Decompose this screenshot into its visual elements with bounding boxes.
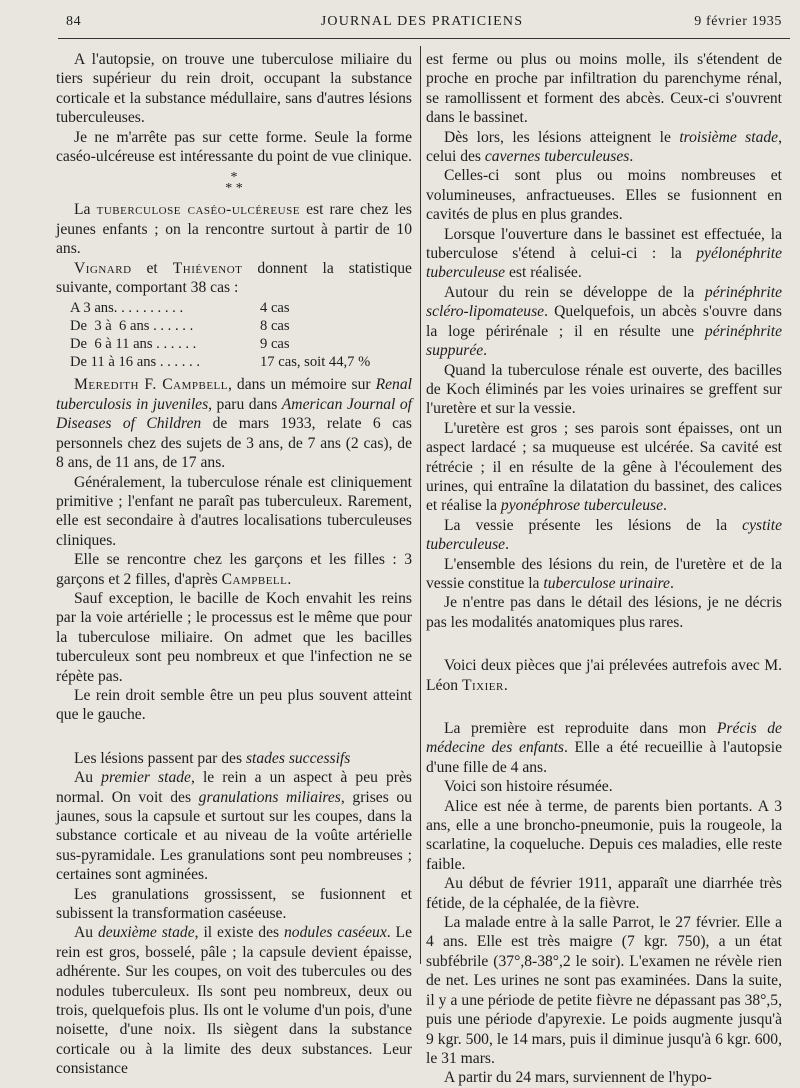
header-rule [58,38,790,39]
paragraph: Les granulations grossissent, se fusionnent et subissent la transformation caséeuse. [56,885,412,923]
paragraph: Autour du rein se développe de la périnéphrite scléro-lipomateuse. Quelquefois, un abcès s'ouvre dans la loge périrénale ; il en résulte une périnéphrite suppurée. [426,283,782,360]
paragraph: Au premier stade, le rein a un aspect à peu près normal. On voit des granulations miliaires, grises ou jaunes, sous la capsule et surtout sur les coupes, dans la substance corticale et au niveau de la voûte artérielle sus-pyramidale. Les granulations sont peu nombreuses ; certaines sont agminées. [56,769,413,884]
paragraph: est ferme ou plus ou moins molle, ils s'étendent de proche en proche par infiltration du parenchyme rénal, se ramollissent et forment des abcès. Ceux-ci s'ouvrent dans le bassinet. [426,51,782,127]
table-row: A 3 ans. . . . . . . . . . 4 cas [70,300,290,317]
section-break [56,731,412,745]
paragraph: A partir du 24 mars, surviennent de l'hypo- [444,1069,712,1087]
issue-date: 9 février 1935 [694,14,782,29]
paragraph: Alice est née à terme, de parents bien portants. A 3 ans, elle a une broncho-pneumonie, puis la rougeole, la scarlatine, la coqueluche. Depuis ces maladies, elle reste faible. [426,797,782,873]
paragraph: Les lésions passent par des stades successifs [74,749,351,767]
column-divider [420,46,421,964]
paragraph: La vessie présente les lésions de la cystite tuberculeuse. [426,516,782,554]
paragraph: Je ne m'arrête pas sur cette forme. Seule la forme caséo-ulcéreuse est intéressante du point de vue clinique. [56,128,412,166]
paragraph: Le rein droit semble être un peu plus souvent atteint que le gauche. [56,686,412,724]
section-break [426,695,782,719]
paragraph: Vignard et Thiévenot donnent la statistique suivante, comportant 38 cas : [56,259,412,297]
journal-title: JOURNAL DES PRATICIENS [320,14,524,29]
paragraph: Dès lors, les lésions atteignent le troisième stade, celui des cavernes tuberculeuses. [426,128,782,166]
paragraph: Meredith F. Campbell, dans un mémoire sur Renal tuberculosis in juveniles, paru dans American Journal of Diseases of Children de mars 1933, relate 6 cas personnels chez des sujets de 3 ans, de 7 ans (2 cas), de 8 ans, de 11 ans, de 17 ans. [56,376,412,472]
paragraph: La malade entre à la salle Parrot, le 27 février. Elle a 4 ans. Elle est très maigre (7 kgr. 750), a un état subfébrile (37°,8-38°,2 le soir). L'examen ne révèle rien de net. Les urines ne sont pas examinées. Dans la suite, il y a une période de petite fièvre ne dépassant pas 38°,5, puis une période d'apyrexie. Le poids augmente jusqu'à 9 kgr. 500, le 14 mars, puis il diminue jusqu'à 6 kgr. 600, le 31 mars. [426,914,782,1067]
paragraph: Lorsque l'ouverture dans le bassinet est effectuée, la tuberculose s'étend à celui-ci : la pyélonéphrite tuberculeuse est réalisée. [426,225,782,282]
running-header [58,14,786,36]
table-row: De 3 à 6 ans . . . . . . 8 cas [70,318,290,335]
table-row: De 11 à 16 ans . . . . . . 17 cas, soit 44,7 % [70,354,371,371]
right-column [426,50,782,1088]
section-separator [56,170,412,197]
paragraph: L'uretère est gros ; ses parois sont épaisses, ont un aspect lardacé ; sa muqueuse est ulcérée. Sa cavité est rétrécie ; il en résulte de la gêne à l'écoulement des urines, qui entraîne la dilatation du bassinet, des calices et réalise la pyonéphrose tuberculeuse. [426,419,782,515]
paragraph: Généralement, la tuberculose rénale est cliniquement primitive ; l'enfant ne paraît pas tuberculeux. Rarement, elle est secondaire à d'autres localisations tuberculeuses cliniques. [56,473,412,549]
paragraph: Voici deux pièces que j'ai prélevées autrefois avec M. Léon Tixier. [426,657,782,694]
section-break [426,632,782,656]
separator-stars: * * [225,181,243,197]
paragraph: Au début de février 1911, apparaît une diarrhée très fétide, de la céphalée, de la fièvre. [426,875,782,912]
left-column [56,50,412,1079]
paragraph: Sauf exception, le bacille de Koch envahit les reins par la voie artérielle ; le processus est le même que pour la tuberculose miliaire. On admet que les bacilles tuberculeux sont peu nombreux et que l'infection ne se répète pas. [56,589,412,685]
paragraph: Quand la tuberculose rénale est ouverte, des bacilles de Koch éliminés par les voies urinaires se greffent sur l'uretère et sur la vessie. [426,361,782,418]
paragraph: La première est reproduite dans mon Précis de médecine des enfants. Elle a été recueillie à l'autopsie d'une fille de 4 ans. [426,720,782,776]
table-row: De 6 à 11 ans . . . . . . 9 cas [70,336,290,353]
paragraph: Au deuxième stade, il existe des nodules caséeux. Le rein est gros, bosselé, pâle ; la capsule devient épaisse, adhérente. Sur les coupes, on voit des tubercules ou des nodules tuberculeux. Ils sont peu nombreux, deux ou trois, quelquefois plus. Ils ont le volume d'un pois, d'une noisette, d'une noix. Ils siègent dans la substance corticale ou à la limite des deux substances. Leur consistance [56,924,412,1078]
statistics-table [70,299,412,371]
paragraph: La tuberculose caséo-ulcéreuse est rare chez les jeunes enfants ; on la rencontre surtout à partir de 10 ans. [56,201,412,258]
page-number: 84 [66,14,82,29]
paragraph: L'ensemble des lésions du rein, de l'uretère et de la vessie constitue la tuberculose urinaire. [426,555,782,592]
paragraph: Je n'entre pas dans le détail des lésions, je ne décris pas les modalités anatomiques plus rares. [426,594,782,631]
paragraph: Elle se rencontre chez les garçons et les filles : 3 garçons et 2 filles, d'après Campbell. [56,551,412,588]
separator-star: * [230,170,238,186]
paragraph: A l'autopsie, on trouve une tuberculose miliaire du tiers supérieur du rein droit, occupant la substance corticale et la substance médullaire, sans d'autres lésions tuberculeuses. [56,51,412,127]
paragraph: Voici son histoire résumée. [444,778,613,796]
paragraph: Celles-ci sont plus ou moins nombreuses et volumineuses, anfractueuses. Elles se fusionnent en cavités de plus en plus grandes. [426,167,782,224]
